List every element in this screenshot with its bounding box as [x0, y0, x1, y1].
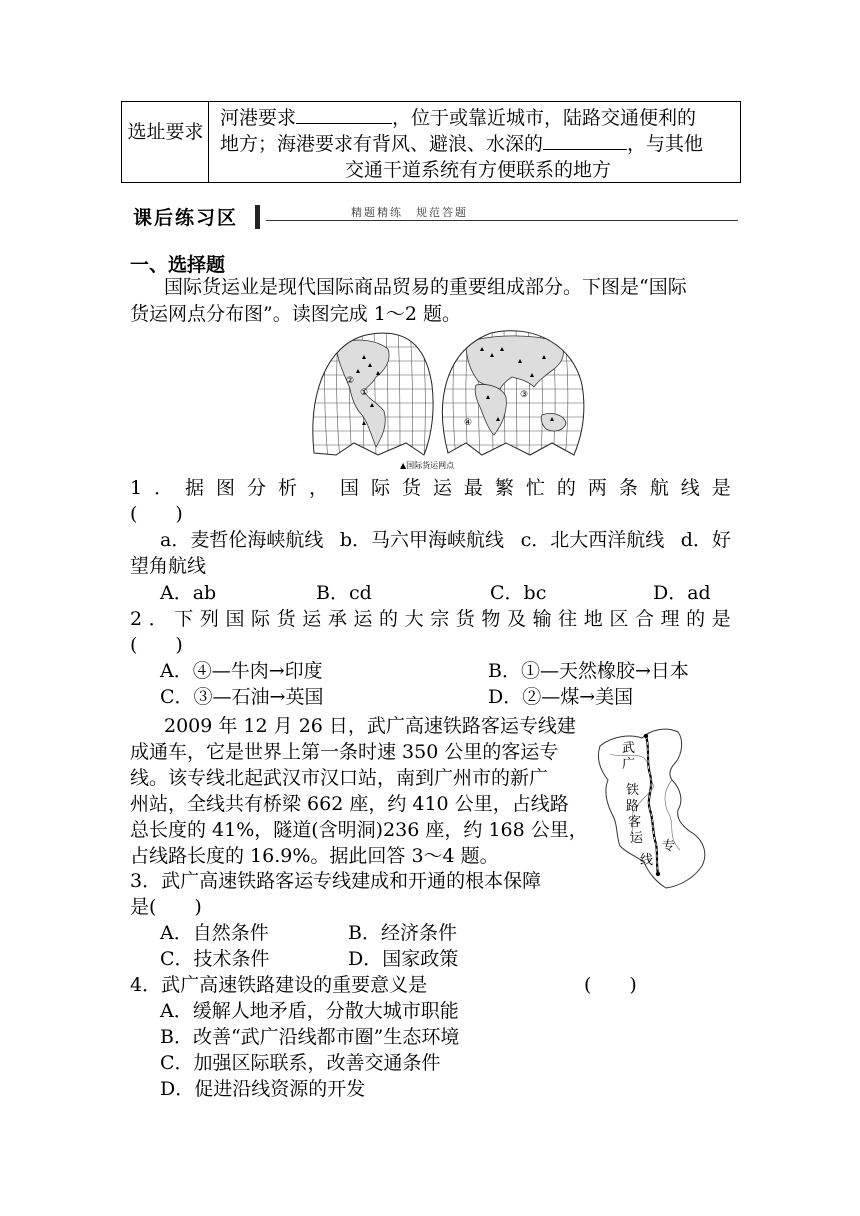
q1-route-d: d．好 [680, 529, 731, 551]
sea-port-blank[interactable] [543, 131, 627, 150]
banner-box [133, 205, 249, 229]
map-label-3: ③ [520, 390, 529, 400]
banner-title: 课后练习区 [133, 207, 239, 229]
river-port-blank[interactable] [296, 105, 392, 124]
river-port-text: 河港要求 [220, 107, 297, 129]
table-line-1 [220, 105, 736, 131]
q4-stem: 4．武广高速铁路建设的重要意义是 [130, 974, 428, 996]
banner-rule [266, 220, 738, 221]
q1-routes-line2: 望角航线 [130, 555, 207, 577]
q4-paren[interactable]: ( ) [584, 974, 637, 996]
q2-choice-c[interactable]: C．③—石油→英国 [160, 686, 324, 708]
intro2-line1: 2009 年 12 月 26 日，武广高速铁路客运专线建 [164, 715, 576, 737]
q2-choice-b[interactable]: B．①—天然橡胶→日本 [488, 660, 689, 682]
intro2-line6: 占线路长度的 16.9%。据此回答 3～4 题。 [130, 845, 499, 867]
q2-choice-a[interactable]: A．④—牛肉→印度 [160, 660, 323, 682]
banner-subtitle: 精题精练 规范答题 [351, 206, 468, 219]
section-title: 一、选择题 [130, 254, 226, 276]
table-line-3: 交通干道系统有方便联系的地方 [344, 159, 611, 181]
rail-label-0: 武 [622, 741, 636, 756]
intro1-line2: 货运网点分布图”。读图完成 1～2 题。 [130, 303, 461, 325]
map-label-1: ① [360, 388, 369, 398]
table-label-cell [122, 102, 209, 182]
q4-choice-c[interactable]: C．加强区际联系，改善交通条件 [160, 1052, 441, 1074]
q2-paren[interactable]: ( ) [130, 634, 183, 656]
q1-choice-d[interactable]: D．ad [653, 582, 711, 604]
table-label: 选址要求 [127, 121, 204, 143]
line1-rest: ，位于或靠近城市，陆路交通便利的 [392, 107, 697, 129]
q1-stem: 1 ． 据 图 分 析 ， 国 际 货 运 最 繁 忙 的 两 条 航 线 是 [130, 477, 731, 499]
rail-label-5: 运 [630, 831, 644, 846]
table-line-2 [220, 131, 736, 157]
intro2-line2: 成通车，它是世界上第一条时速 350 公里的客运专 [130, 741, 559, 763]
q2-choice-d[interactable]: D．②—煤→美国 [488, 686, 634, 708]
line2-rest: ，与其他 [627, 133, 704, 155]
q1-paren[interactable]: ( ) [130, 503, 183, 525]
rail-label-6: 专 [662, 839, 676, 854]
q2-stem: 2 ． 下 列 国 际 货 运 承 运 的 大 宗 货 物 及 输 往 地 区 合 理 的 是 [130, 608, 731, 630]
q3-choice-c[interactable]: C．技术条件 [160, 948, 270, 970]
rail-label-1: 广 [622, 757, 636, 772]
rail-label-4: 客 [628, 815, 642, 830]
intro2-line3: 线。该专线北起武汉市汉口站，南到广州市的新广 [130, 767, 549, 789]
rail-label-2: 铁 [626, 783, 640, 798]
table-content [220, 105, 736, 183]
intro2-line5: 总长度的 41%，隧道(含明洞)236 座，约 168 公里， [130, 819, 588, 841]
q1-route-c: c．北大西洋航线 [520, 529, 665, 551]
section-banner [133, 205, 738, 229]
map-caption: ▲国际货运网点 [400, 461, 455, 470]
q3-stem-line1: 3．武广高速铁路客运专线建成和开通的根本保障 [130, 870, 542, 892]
q4-choice-b[interactable]: B．改善“武广沿线都市圈”生态环境 [160, 1026, 460, 1048]
q1-route-b: b．马六甲海峡航线 [339, 529, 505, 551]
q1-choice-a[interactable]: A．ab [160, 582, 217, 604]
q1-route-a: a．麦哲伦海峡航线 [160, 529, 324, 551]
banner-divider-bar [255, 205, 260, 229]
q3-choice-a[interactable]: A．自然条件 [160, 922, 269, 944]
q4-choice-d[interactable]: D．促进沿线资源的开发 [160, 1078, 366, 1100]
q3-choice-b[interactable]: B．经济条件 [348, 922, 457, 944]
q3-stem-line2[interactable]: 是( ) [130, 896, 202, 918]
map-label-2: ② [346, 376, 355, 386]
intro2-line4: 州站，全线共有桥梁 662 座，约 410 公里，占线路 [130, 793, 569, 815]
rail-label-3: 路 [626, 799, 640, 814]
q4-choice-a[interactable]: A．缓解人地矛盾，分散大城市职能 [160, 1000, 459, 1022]
map-label-4: ④ [464, 418, 473, 428]
wuhan-guangzhou-rail-map [590, 714, 712, 894]
q3-choice-d[interactable]: D．国家政策 [348, 948, 459, 970]
intro1-line1: 国际货运业是现代国际商品贸易的重要组成部分。下图是“国际 [164, 276, 687, 298]
sea-port-text: 地方；海港要求有背风、避浪、水深的 [220, 133, 544, 155]
q1-choice-c[interactable]: C．bc [490, 582, 547, 604]
site-requirements-table [121, 101, 741, 183]
rail-label-7: 线 [640, 853, 654, 868]
world-freight-map [306, 325, 586, 460]
q1-choice-b[interactable]: B．cd [316, 582, 372, 604]
q1-routes-line1 [160, 527, 731, 553]
